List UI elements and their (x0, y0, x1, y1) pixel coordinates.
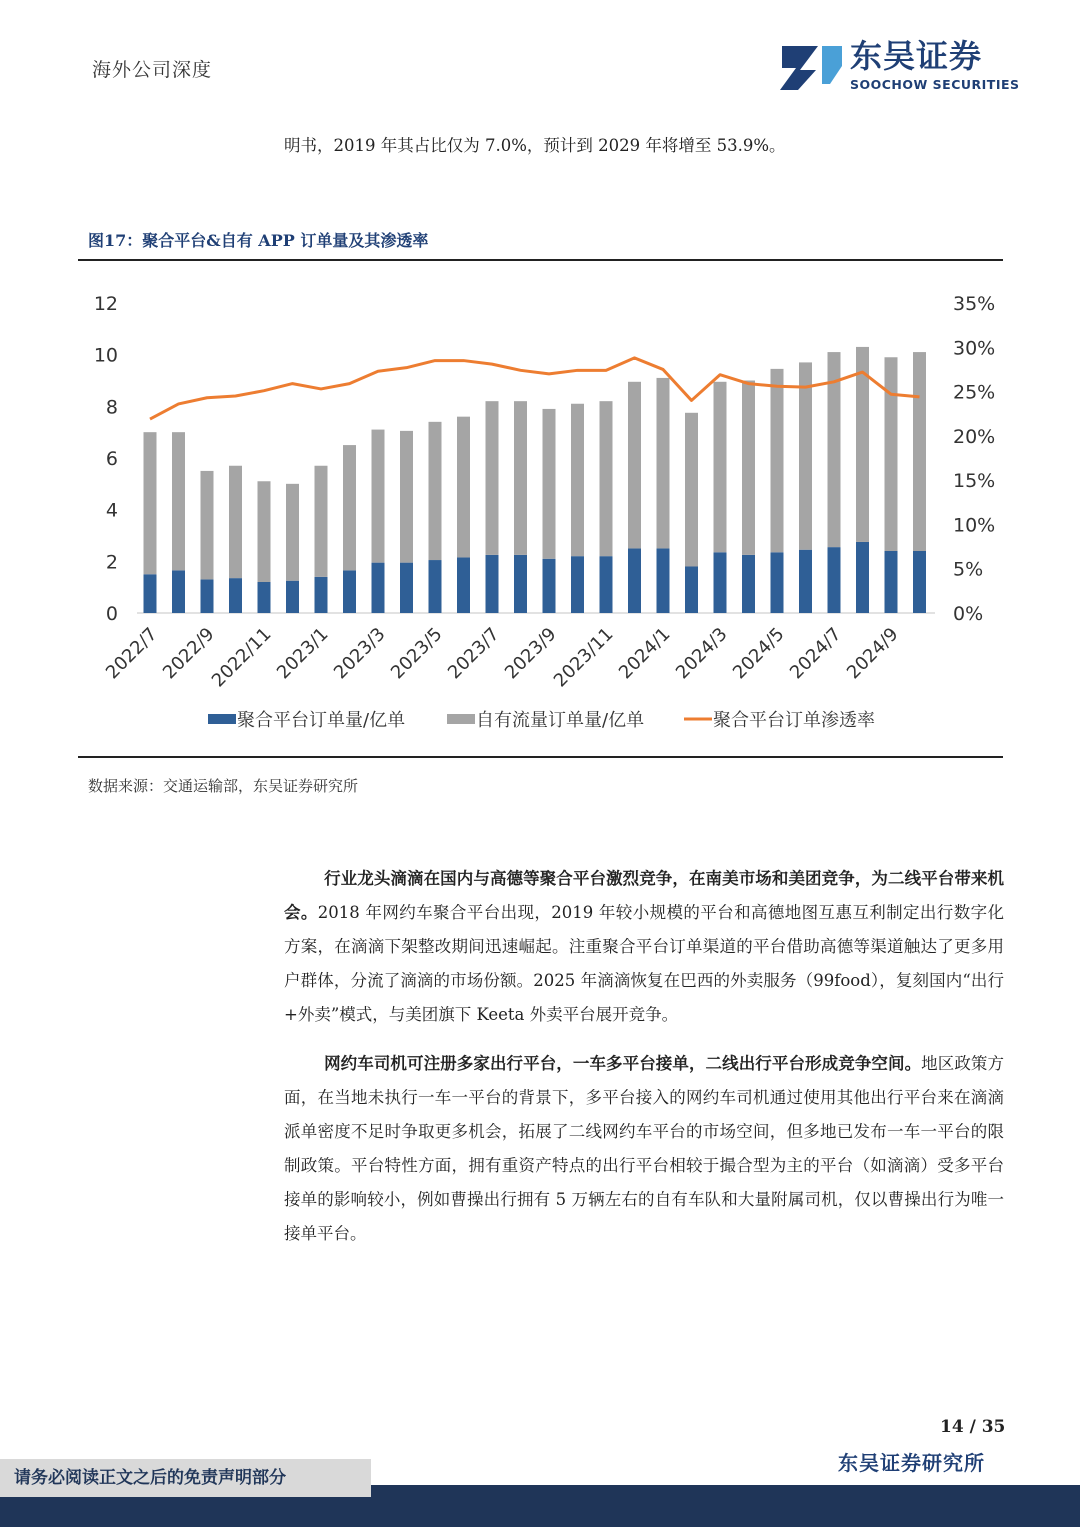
y-left-tick-label: 0 (105, 603, 118, 625)
bar-own-app-orders (742, 381, 755, 555)
y-left-tick-label: 6 (105, 448, 118, 470)
bar-own-app-orders (628, 382, 641, 549)
bar-own-app-orders (229, 466, 242, 578)
y-right-tick-label: 10% (953, 514, 996, 537)
paragraph-body: 地区政策方面，在当地未执行一车一平台的背景下，多平台接入的网约车司机通过使用其他出行平台来在滴滴派单密度不足时争取更多机会，拓展了二线网约车平台的市场空间，但多地已发布一车一平台的限制政策。平台特性方面，拥有重资产特点的出行平台相较于撮合型为主的平台（如滴滴）受多平台接单的影响较小，例如曹操出行拥有 5 万辆左右的自有车队和大量附属司机，仅以曹操出行为唯一接单平台。 (284, 1054, 1005, 1243)
bar-aggregator-orders (400, 563, 413, 613)
figure-top-rule (78, 259, 1003, 261)
bar-aggregator-orders (742, 555, 755, 613)
order-volume-chart (0, 270, 1080, 750)
bar-own-app-orders (343, 445, 356, 570)
intro-line: 明书，2019 年其占比仅为 7.0%，预计到 2029 年将增至 53.9%。 (284, 136, 786, 155)
bar-aggregator-orders (201, 579, 214, 613)
y-left-tick-label: 8 (105, 396, 118, 419)
legend-label: 聚合平台订单渗透率 (713, 710, 875, 731)
bar-aggregator-orders (856, 542, 869, 613)
bar-own-app-orders (486, 401, 499, 555)
y-right-tick-label: 20% (953, 425, 996, 448)
bar-own-app-orders (714, 382, 727, 552)
bar-own-app-orders (457, 417, 470, 558)
bar-aggregator-orders (885, 551, 898, 613)
figure-source: 数据来源：交通运输部，东吴证券研究所 (88, 777, 359, 795)
bar-own-app-orders (144, 432, 157, 574)
x-tick-label: 2022/9 (158, 623, 219, 684)
legend-label: 自有流量订单量/亿单 (476, 710, 645, 731)
y-right-tick-label: 25% (953, 381, 996, 404)
legend-swatch-own-app (447, 714, 475, 724)
footer-org: 东吴证券研究所 (838, 1451, 985, 1475)
bar-own-app-orders (514, 401, 527, 555)
bar-aggregator-orders (600, 556, 613, 613)
bar-own-app-orders (201, 471, 214, 580)
x-tick-label: 2024/7 (785, 623, 846, 684)
bar-own-app-orders (771, 369, 784, 552)
y-left-tick-label: 2 (105, 551, 118, 574)
bar-aggregator-orders (828, 547, 841, 613)
bar-aggregator-orders (685, 567, 698, 614)
bar-own-app-orders (400, 431, 413, 563)
y-right-tick-label: 0% (953, 603, 984, 625)
x-tick-label: 2023/5 (386, 623, 447, 684)
bar-own-app-orders (600, 401, 613, 556)
report-section-label: 海外公司深度 (92, 59, 213, 81)
x-tick-label: 2023/7 (443, 623, 504, 684)
bar-aggregator-orders (714, 552, 727, 613)
y-right-tick-label: 30% (953, 337, 996, 360)
legend-label: 聚合平台订单量/亿单 (237, 710, 406, 731)
bar-aggregator-orders (628, 548, 641, 613)
bar-aggregator-orders (372, 563, 385, 613)
body-text (284, 862, 1004, 1266)
bar-own-app-orders (885, 357, 898, 551)
bar-aggregator-orders (258, 582, 271, 613)
bar-own-app-orders (913, 352, 926, 551)
bar-aggregator-orders (172, 570, 185, 613)
bar-own-app-orders (799, 362, 812, 549)
bar-aggregator-orders (913, 551, 926, 613)
y-left-tick-label: 10 (93, 344, 118, 367)
figure-bottom-rule (78, 756, 1003, 758)
legend-swatch-aggregator (208, 714, 236, 724)
x-tick-label: 2023/9 (500, 623, 561, 684)
bar-aggregator-orders (144, 574, 157, 613)
x-tick-label: 2024/3 (671, 623, 732, 684)
disclaimer-text: 请务必阅读正文之后的免责声明部分 (14, 1468, 286, 1488)
y-left-tick-label: 12 (93, 293, 118, 315)
x-tick-label: 2022/11 (207, 623, 276, 692)
bar-aggregator-orders (229, 578, 242, 613)
bar-own-app-orders (543, 409, 556, 559)
bar-aggregator-orders (657, 548, 670, 613)
paragraph-drivers (284, 1047, 1004, 1251)
bar-aggregator-orders (771, 552, 784, 613)
bar-own-app-orders (685, 413, 698, 567)
x-tick-label: 2023/11 (549, 623, 618, 692)
x-tick-label: 2023/1 (272, 623, 333, 684)
bar-own-app-orders (372, 430, 385, 563)
page-number: 14 / 35 (940, 1417, 1006, 1437)
bar-own-app-orders (286, 484, 299, 581)
bar-own-app-orders (571, 404, 584, 556)
bar-aggregator-orders (571, 556, 584, 613)
paragraph-lead: 网约车司机可注册多家出行平台，一车多平台接单，二线出行平台形成竞争空间。 (324, 1054, 922, 1073)
bar-own-app-orders (429, 422, 442, 560)
bar-aggregator-orders (514, 555, 527, 613)
x-tick-label: 2022/7 (101, 623, 162, 684)
bar-own-app-orders (172, 432, 185, 570)
bar-aggregator-orders (429, 560, 442, 613)
logo-name-cn: 东吴证券 (850, 37, 983, 75)
y-right-tick-label: 35% (953, 293, 996, 315)
bar-aggregator-orders (799, 550, 812, 613)
x-tick-label: 2024/9 (842, 623, 903, 684)
bar-aggregator-orders (486, 555, 499, 613)
bar-aggregator-orders (315, 577, 328, 613)
x-tick-label: 2024/5 (728, 623, 789, 684)
paragraph-competition (284, 862, 1004, 1032)
bar-aggregator-orders (457, 557, 470, 613)
logo-name-en: SOOCHOW SECURITIES (850, 77, 1020, 92)
bar-own-app-orders (657, 378, 670, 548)
y-right-tick-label: 5% (953, 558, 984, 581)
paragraph-lead: 行业龙头滴滴在国内与高德等聚合平台激烈竞争，在南美市场和美团竞争，为二线平台带来机会。 (284, 869, 1004, 922)
y-right-tick-label: 15% (953, 470, 996, 493)
bar-aggregator-orders (286, 581, 299, 613)
figure-title: 图17：聚合平台&自有 APP 订单量及其渗透率 (88, 231, 429, 250)
bar-own-app-orders (315, 466, 328, 577)
bar-own-app-orders (258, 481, 271, 582)
bar-aggregator-orders (543, 559, 556, 613)
x-tick-label: 2024/1 (614, 623, 675, 684)
y-left-tick-label: 4 (105, 499, 118, 522)
bar-aggregator-orders (343, 570, 356, 613)
paragraph-body: 2018 年网约车聚合平台出现，2019 年较小规模的平台和高德地图互惠互利制定出行数字化方案，在滴滴下架整改期间迅速崛起。注重聚合平台订单渠道的平台借助高德等渠道触达了更多用户群体，分流了滴滴的市场份额。2025 年滴滴恢复在巴西的外卖服务（99food），复刻国内“出行+外卖”模式，与美团旗下 Keeta 外卖平台展开竞争。 (284, 903, 1004, 1024)
x-tick-label: 2023/3 (329, 623, 390, 684)
